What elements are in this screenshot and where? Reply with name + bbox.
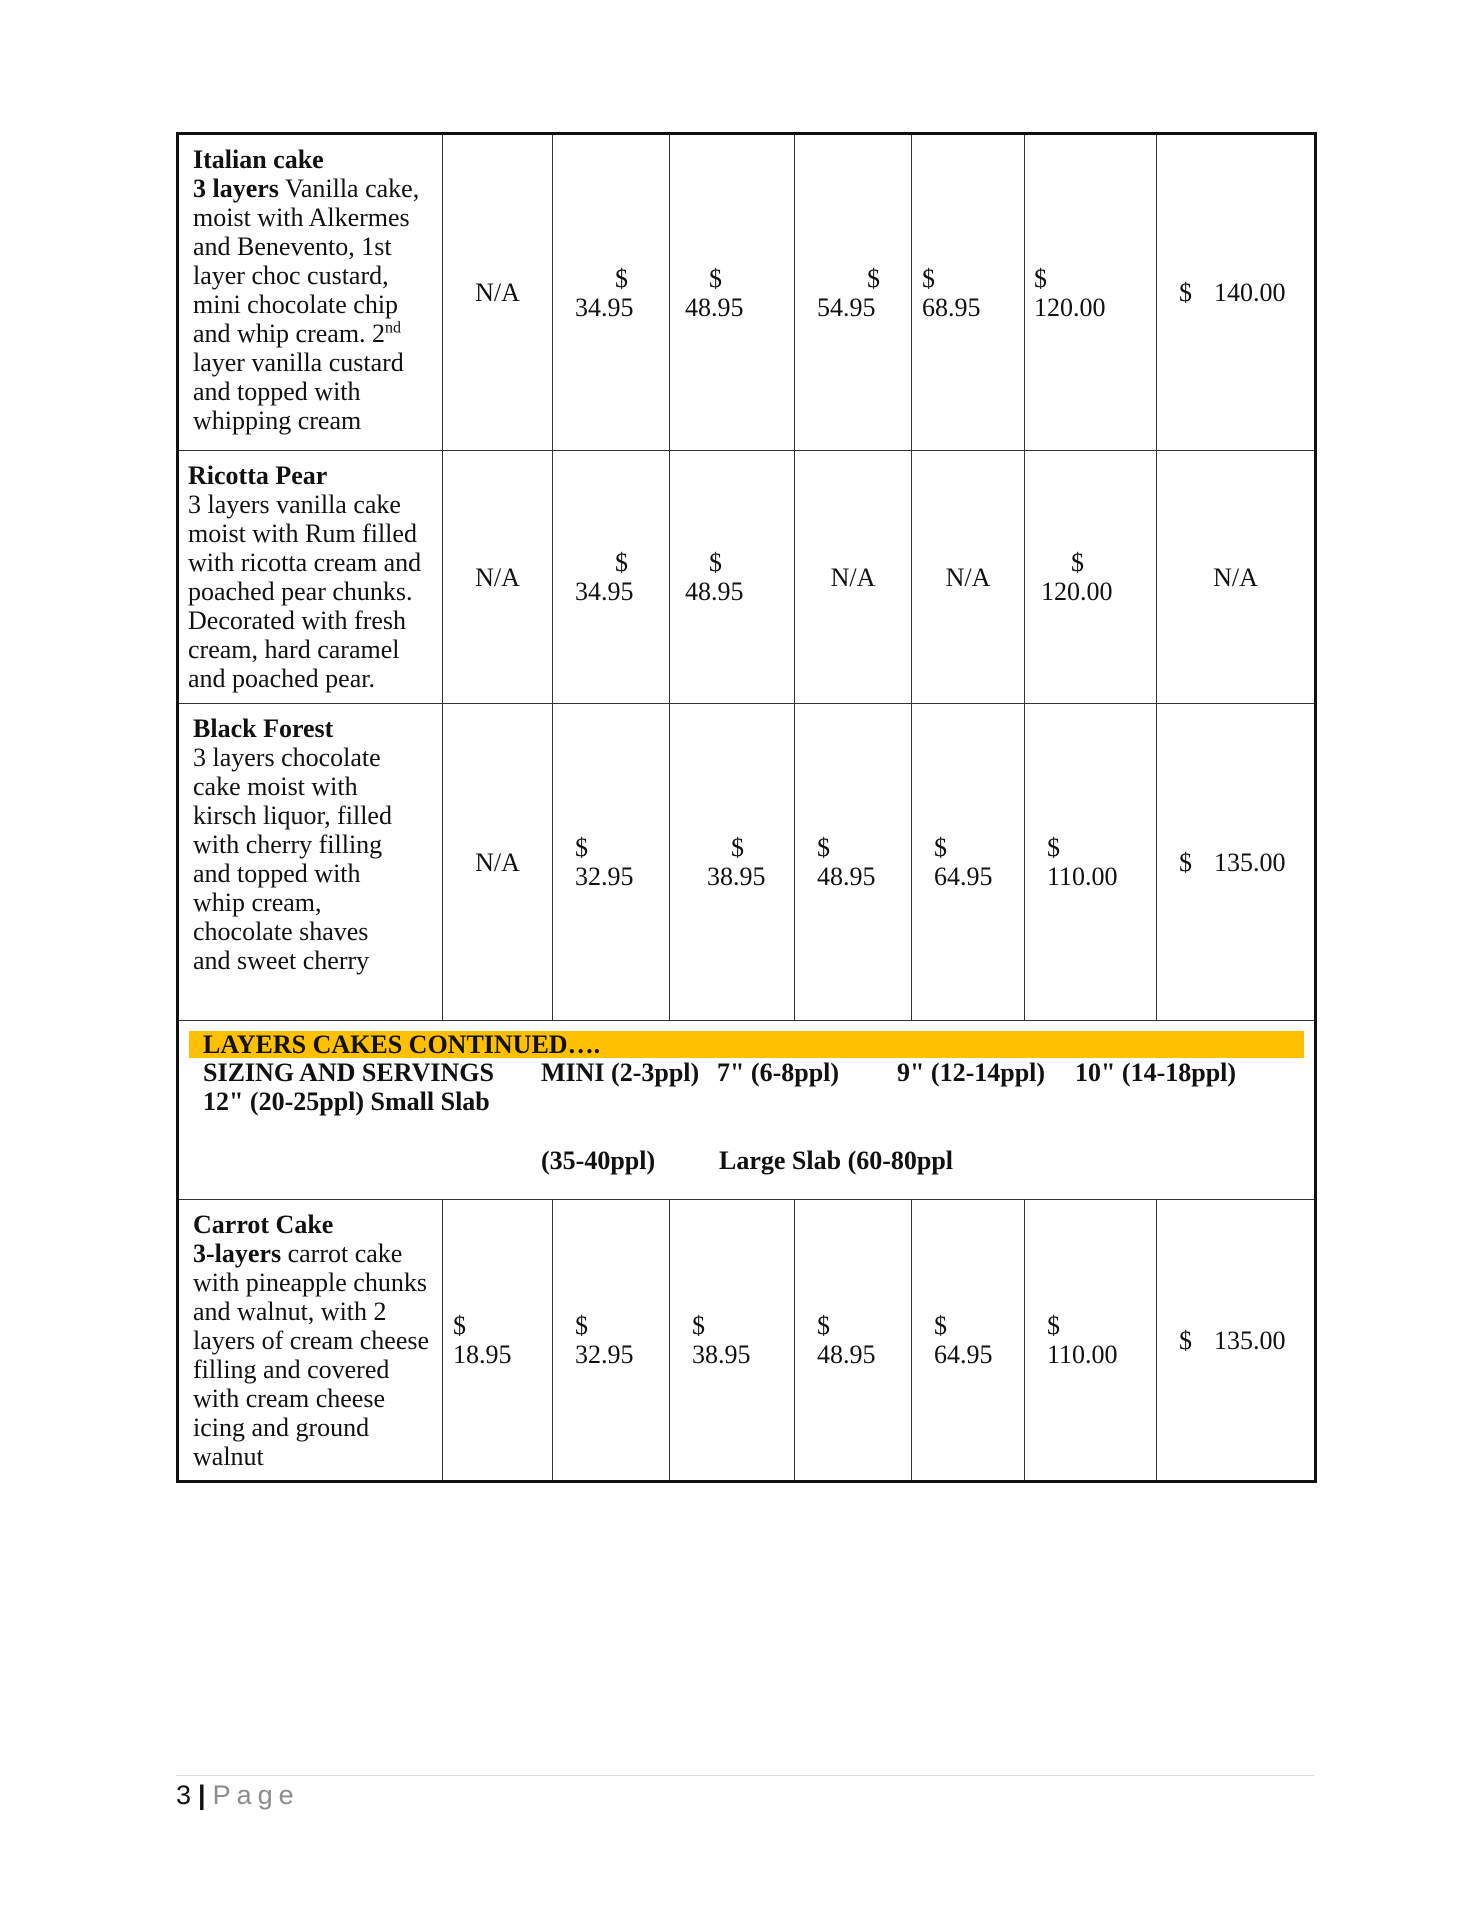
price-7: $ 32.95 <box>553 1200 670 1482</box>
table-row <box>178 451 1316 704</box>
cake-desc: 3 layers Vanilla cake, moist with Alkermes and Benevento, 1st layer choc custard, mini chocolate chip and whip cream. 2nd layer vanilla custard and topped with whipping cream <box>193 174 420 435</box>
price-12: $ 64.95 <box>912 1200 1025 1482</box>
table-row <box>178 704 1316 1021</box>
price-9: $ 48.95 <box>670 451 795 704</box>
price-small-slab: $ 120.00 <box>1025 451 1157 704</box>
cake-description <box>178 704 443 1021</box>
price-10: $ 48.95 <box>795 1200 912 1482</box>
cake-description <box>178 134 443 451</box>
sizing-line <box>189 1087 1304 1116</box>
price-small-slab: $ 110.00 <box>1025 1200 1157 1482</box>
cake-desc: 3 layers chocolate cake moist with kirsch liquor, filled with cherry filling and topped with whip cream, chocolate shaves and sweet cherry <box>193 743 392 975</box>
page-footer <box>176 1780 300 1811</box>
cake-description <box>178 1200 443 1482</box>
section-header <box>178 1021 1316 1200</box>
sizing-line <box>189 1058 1304 1087</box>
section-header-row <box>178 1021 1316 1200</box>
size-large-slab: Large Slab (60-80ppl <box>719 1146 954 1175</box>
price-table <box>176 132 1317 1483</box>
price-mini: N/A <box>443 451 553 704</box>
price-small-slab: $ 120.00 <box>1025 134 1157 451</box>
price-7: $ 34.95 <box>553 134 670 451</box>
price-12: $ 68.95 <box>912 134 1025 451</box>
page-word: Page <box>212 1780 300 1810</box>
price-large-slab: $ 135.00 <box>1157 704 1316 1021</box>
price-7: $ 34.95 <box>553 451 670 704</box>
page-separator: | <box>198 1780 207 1810</box>
size-10: 10" (14-18ppl) <box>1075 1058 1237 1087</box>
price-mini: $ 18.95 <box>443 1200 553 1482</box>
price-large-slab: N/A <box>1157 451 1316 704</box>
cake-desc: 3 layers vanilla cake moist with Rum filled with ricotta cream and poached pear chunks. Decorated with fresh cream, hard caramel and poached pear. <box>188 490 422 693</box>
table-row <box>178 134 1316 451</box>
section-banner: LAYERS CAKES CONTINUED…. <box>189 1031 1304 1058</box>
price-10: $ 48.95 <box>795 704 912 1021</box>
price-12: N/A <box>912 451 1025 704</box>
price-9: $ 38.95 <box>670 704 795 1021</box>
size-small-servings: (35-40ppl) <box>541 1146 656 1175</box>
price-large-slab: $ 135.00 <box>1157 1200 1316 1482</box>
size-12-small-slab: 12" (20-25ppl) Small Slab <box>203 1087 490 1116</box>
price-mini: N/A <box>443 134 553 451</box>
cake-name: Ricotta Pear <box>188 461 328 490</box>
cake-name: Carrot Cake <box>193 1210 334 1239</box>
price-12: $ 64.95 <box>912 704 1025 1021</box>
price-large-slab: $ 140.00 <box>1157 134 1316 451</box>
price-10: $ 54.95 <box>795 134 912 451</box>
price-10: N/A <box>795 451 912 704</box>
cake-name: Italian cake <box>193 145 324 174</box>
price-small-slab: $ 110.00 <box>1025 704 1157 1021</box>
size-7: 7" (6-8ppl) <box>717 1058 840 1087</box>
size-mini: MINI (2-3ppl) <box>541 1058 700 1087</box>
page-number: 3 <box>176 1780 193 1810</box>
footer-divider <box>176 1775 1314 1776</box>
price-9: $ 38.95 <box>670 1200 795 1482</box>
cake-name: Black Forest <box>193 714 334 743</box>
price-9: $ 48.95 <box>670 134 795 451</box>
size-9: 9" (12-14ppl) <box>897 1058 1046 1087</box>
sizing-label: SIZING AND SERVINGS <box>203 1058 494 1087</box>
cake-desc: 3-layers carrot cake with pineapple chunks and walnut, with 2 layers of cream cheese filling and covered with cream cheese icing and ground walnut <box>193 1239 430 1471</box>
price-mini: N/A <box>443 704 553 1021</box>
sizing-line <box>189 1146 1304 1175</box>
table-row <box>178 1200 1316 1482</box>
price-7: $ 32.95 <box>553 704 670 1021</box>
cake-description <box>178 451 443 704</box>
